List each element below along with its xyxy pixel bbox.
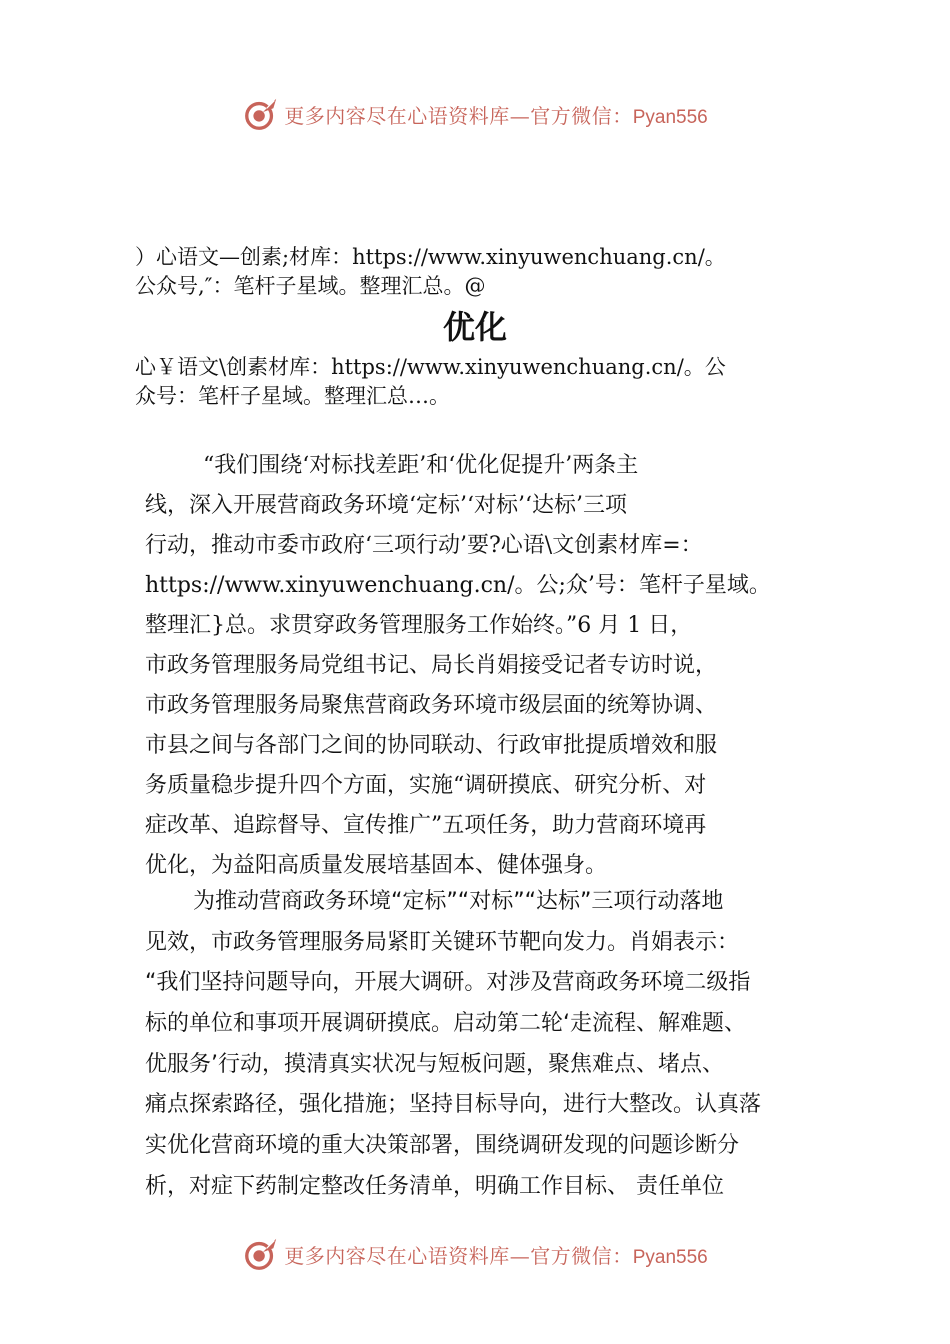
text-line: 行动，推动市委市政府‘三项行动’要?心语\文创素材库=： bbox=[145, 533, 703, 558]
text-line: 优服务’行动，摸清真实状况与短板问题，聚焦难点、堵点、 bbox=[145, 1051, 724, 1077]
footer-banner bbox=[0, 1234, 950, 1274]
paragraph-2 bbox=[145, 882, 835, 1208]
text-line: “我们坚持问题导向，开展大调研。对涉及营商政务环境二级指 bbox=[145, 970, 751, 996]
page-title: 优化 bbox=[442, 308, 507, 346]
header-banner bbox=[0, 94, 950, 134]
text-line: 痛点探索路径，强化措施；坚持目标导向，进行大整改。认真落 bbox=[145, 1092, 762, 1118]
quill-logo-icon bbox=[242, 95, 280, 133]
text-line: 市政务管理服务局聚焦营商政务环境市级层面的统筹协调、 bbox=[145, 693, 718, 718]
watermark-line: 心￥语文\创素材库：https://www.xinyuwenchuang.cn/。公 bbox=[135, 355, 726, 379]
text-line: 务质量稳步提升四个方面，实施“调研摸底、研究分析、对 bbox=[145, 773, 707, 798]
text-line: 析，对症下药制定整改任务清单，明确工作目标、 责任单位 bbox=[145, 1173, 724, 1199]
text-line: 市政务管理服务局党组书记、局长肖娟接受记者专访时说， bbox=[145, 653, 718, 678]
watermark-text-under-title bbox=[135, 353, 835, 411]
paragraph-1 bbox=[145, 446, 835, 886]
watermark-line: 公众号,″：笔杆子星域。整理汇总。@ bbox=[135, 274, 486, 298]
text-line: https://www.xinyuwenchuang.cn/。公;众’号：笔杆子星域。 bbox=[145, 573, 771, 598]
text-line: 优化，为益阳高质量发展培基固本、健体强身。 bbox=[145, 853, 608, 878]
text-line: 为推动营商政务环境“定标”“对标”“达标”三项行动落地 bbox=[193, 889, 724, 914]
text-line: 整理汇}总。求贯穿政务管理服务工作始终。”6 月 1 日， bbox=[145, 613, 693, 638]
text-line: “我们围绕‘对标找差距’和‘优化促提升’两条主 bbox=[203, 453, 639, 478]
text-line: 症改革、追踪督导、宣传推广”五项任务，助力营商环境再 bbox=[145, 813, 707, 838]
text-line: 线，深入开展营商政务环境‘定标’‘对标’‘达标’三项 bbox=[145, 493, 627, 518]
watermark-line: 众号：笔杆子星域。整理汇总…。 bbox=[135, 384, 450, 408]
watermark-text-top bbox=[135, 243, 835, 301]
text-line: 标的单位和事项开展调研摸底。启动第二轮‘走流程、解难题、 bbox=[145, 1011, 746, 1037]
banner-text: 更多内容尽在心语资料库—官方微信：Pyan556 bbox=[284, 1243, 708, 1268]
text-line: 实优化营商环境的重大决策部署，围绕调研发现的问题诊断分 bbox=[145, 1133, 740, 1159]
banner-text: 更多内容尽在心语资料库—官方微信：Pyan556 bbox=[284, 103, 708, 128]
watermark-line: ）心语文—创素;材库：https://www.xinyuwenchuang.cn/。 bbox=[135, 245, 726, 269]
text-line: 见效，市政务管理服务局紧盯关键环节靶向发力。肖娟表示： bbox=[145, 929, 740, 955]
text-line: 市县之间与各部门之间的协同联动、行政审批提质增效和服 bbox=[145, 733, 718, 758]
quill-logo-icon bbox=[242, 1235, 280, 1273]
